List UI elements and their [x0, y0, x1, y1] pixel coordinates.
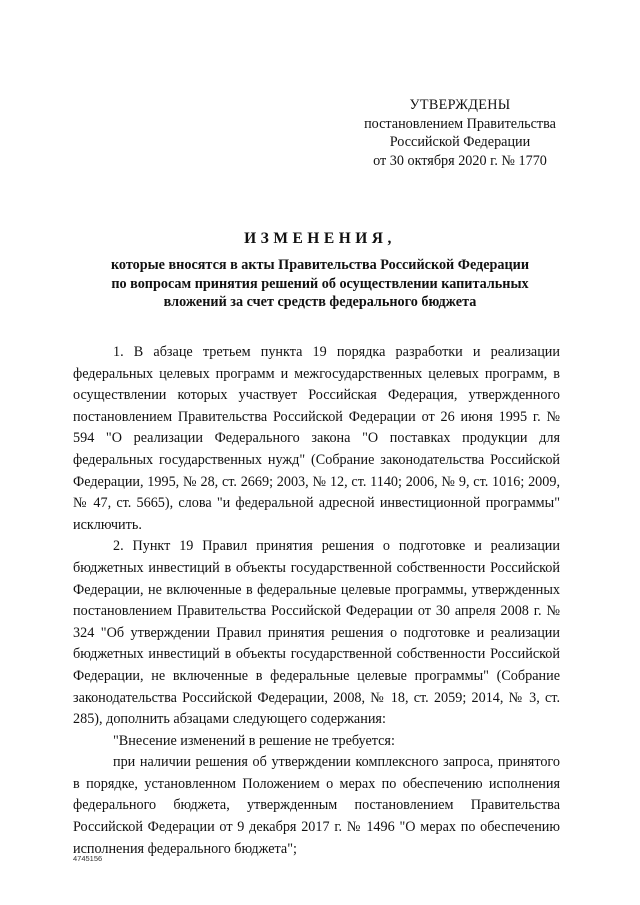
- subtitle-line-1: которые вносятся в акты Правительства Российской Федерации: [110, 257, 530, 273]
- paragraph-3: "Внесение изменений в решение не требуется:: [113, 732, 395, 749]
- paragraph-2: 2. Пункт 19 Правил принятия решения о подготовке и реализации бюджетных инвестиций в объекты государственной собственности Российской Федерации, не включенные в федеральные целевые программы, утвержденных постановлением Правительства Российской Федерации от 30 апреля 2008 г. № 324 "Об утверждении Правил принятия решения о подготовке и реализации бюджетных инвестиций в объекты государственной собственности Российской Федерации, не включенные в федеральные целевые программы" (Собрание законодательства Российской Федерации, 2008, № 18, ст. 2059; 2014, № 3, ст. 285), дополнить абзацами следующего содержания:: [73, 538, 560, 728]
- approval-line-date-number: от 30 октября 2020 г. № 1770: [373, 152, 547, 169]
- paragraph-1: 1. В абзаце третьем пункта 19 порядка разработки и реализации федеральных целевых программ и межгосударственных целевых программ, в осуществлении которых участвует Российская Федерация, утвержденного постановлением Правительства Российской Федерации от 26 июня 1995 г. № 594 "О реализации Федерального закона "О поставках продукции для федеральных государственных нужд" (Собрание законодательства Российской Федерации, 1995, № 28, ст. 2669; 2003, № 12, ст. 1140; 2006, № 9, ст. 1016; 2009, № 47, ст. 5665), слова "и федеральной адресной инвестиционной программы" исключить.: [73, 344, 560, 533]
- approval-block: [345, 96, 575, 170]
- approval-heading: УТВЕРЖДЕНЫ: [409, 97, 511, 113]
- subtitle-line-2: по вопросам принятия решений об осуществлении капитальных: [111, 275, 529, 292]
- document-title: ИЗМЕНЕНИЯ,: [244, 230, 396, 247]
- approval-line-country: Российской Федерации: [389, 134, 531, 150]
- approval-line-decree: постановлением Правительства: [364, 115, 556, 132]
- subtitle-line-3: вложений за счет средств федерального бюджета: [163, 294, 477, 310]
- document-body: [73, 342, 560, 860]
- document-footer-code: 4745156: [73, 854, 103, 863]
- document-subtitle: [70, 256, 570, 312]
- paragraph-4: при наличии решения об утверждении комплексного запроса, принятого в порядке, установленном Положением о мерах по обеспечению исполнения федерального бюджета, утвержденным постановлением Правительства Российской Федерации от 9 декабря 2017 г. № 1496 "О мерах по обеспечению исполнения федерального бюджета";: [73, 754, 560, 857]
